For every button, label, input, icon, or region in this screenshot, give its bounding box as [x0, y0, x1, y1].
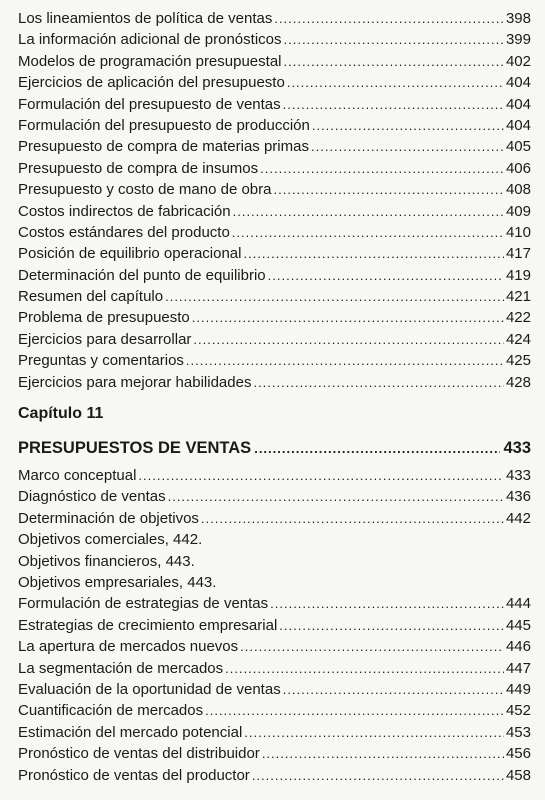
leader-dots [311, 136, 504, 157]
toc-entry [18, 72, 531, 93]
toc-entry-title: Cuantificación de mercados [18, 702, 204, 720]
toc-entry-page: 404 [505, 95, 531, 113]
toc-entry-title: La segmentación de mercados [18, 659, 224, 677]
toc-entry-title: Presupuesto de compra de materias primas [18, 138, 309, 156]
leader-dots [193, 329, 504, 350]
toc-entry-page: 404 [505, 74, 531, 92]
toc-entry-page: 402 [505, 52, 531, 70]
toc-entry [18, 700, 531, 721]
toc-entry [18, 307, 531, 328]
toc-entry-page: 453 [505, 723, 531, 741]
toc-entry-title: Estrategias de crecimiento empresarial [18, 616, 278, 634]
toc-entry [18, 179, 531, 200]
toc-entry-page: 422 [505, 309, 531, 327]
toc-subentry: Objetivos empresariales, 443. [18, 573, 217, 591]
chapter-heading [18, 435, 531, 461]
leader-dots [284, 29, 504, 50]
leader-dots [244, 722, 504, 743]
leader-dots [283, 679, 504, 700]
toc-entry [18, 201, 531, 222]
toc-entry-title: Formulación del presupuesto de producción [18, 116, 310, 134]
leader-dots [312, 115, 504, 136]
toc-entry-title: Formulación del presupuesto de ventas [18, 95, 281, 113]
toc-entry-page: 398 [505, 10, 531, 27]
leader-dots [232, 222, 504, 243]
toc-entry [18, 329, 531, 350]
toc-entry [18, 8, 531, 29]
toc-entry-title: Pronóstico de ventas del productor [18, 766, 250, 784]
toc-entry-page: 456 [505, 745, 531, 763]
toc-entry-page: 447 [505, 659, 531, 677]
toc-entry-title: Formulación de estrategias de ventas [18, 595, 269, 613]
toc-entry-page: 449 [505, 680, 531, 698]
toc-entry-title: Preguntas y comentarios [18, 352, 184, 370]
toc-entry-page: 425 [505, 352, 531, 370]
leader-dots [252, 765, 504, 786]
leader-dots [205, 700, 504, 721]
toc-entry [18, 679, 531, 700]
toc-entry [18, 115, 531, 136]
toc-entry-title: Costos estándares del producto [18, 223, 230, 241]
toc-list-top [18, 8, 531, 393]
toc-entry-page: 410 [505, 223, 531, 241]
toc-entry-page: 424 [505, 330, 531, 348]
toc-entry-page: 428 [505, 373, 531, 391]
toc-entry-title: Ejercicios para desarrollar [18, 330, 192, 348]
toc-entry-title: Pronóstico de ventas del distribuidor [18, 745, 260, 763]
toc-entry [18, 51, 531, 72]
toc-entry-title: Posición de equilibrio operacional [18, 245, 242, 263]
toc-subentry: Objetivos financieros, 443. [18, 552, 195, 570]
toc-entry-page: 421 [505, 288, 531, 306]
toc-entry-title: Marco conceptual [18, 467, 137, 485]
leader-dots [279, 615, 504, 636]
toc-entry-page: 408 [505, 181, 531, 199]
toc-entry-title: Los lineamientos de política de ventas [18, 10, 273, 27]
toc-entry [18, 765, 531, 786]
leader-dots [270, 593, 504, 614]
leader-dots [138, 465, 504, 486]
leader-dots [274, 179, 504, 200]
toc-entry [18, 158, 531, 179]
leader-dots [260, 158, 504, 179]
toc-entry [18, 243, 531, 264]
toc-entry [18, 29, 531, 50]
leader-dots [186, 350, 504, 371]
toc-entry [18, 465, 531, 486]
toc-entry-page: 433 [505, 467, 531, 485]
toc-entry-title: Problema de presupuesto [18, 309, 190, 327]
toc-entry [18, 222, 531, 243]
toc-subentry: Objetivos comerciales, 442. [18, 531, 203, 549]
toc-entry [18, 350, 531, 371]
leader-dots [233, 201, 504, 222]
toc-entry-title: Determinación del punto de equilibrio [18, 266, 266, 284]
leader-dots [243, 243, 503, 264]
toc-entry [18, 136, 531, 157]
toc-entry-title: Diagnóstico de ventas [18, 488, 166, 506]
leader-dots [287, 72, 504, 93]
toc-entry [18, 615, 531, 636]
leader-dots [284, 51, 504, 72]
toc-entry-title: Modelos de programación presupuestal [18, 52, 282, 70]
toc-entry-page: 445 [505, 616, 531, 634]
chapter-heading-title: PRESUPUESTOS DE VENTAS [18, 439, 252, 458]
toc-entry-title: Presupuesto de compra de insumos [18, 159, 259, 177]
leader-dots [168, 486, 504, 507]
chapter-heading-page: 433 [503, 439, 531, 458]
toc-entry [18, 593, 531, 614]
toc-entry-title: Determinación de objetivos [18, 509, 199, 527]
toc-entry-title: Resumen del capítulo [18, 288, 164, 306]
leader-dots [225, 658, 504, 679]
toc-entry [18, 486, 531, 507]
leader-dots [283, 94, 504, 115]
toc-entry [18, 286, 531, 307]
toc-entry-page: 442 [505, 509, 531, 527]
leader-dots [240, 636, 504, 657]
leader-dots [253, 372, 504, 393]
toc-entry-page: 452 [505, 702, 531, 720]
leader-dots [165, 286, 504, 307]
toc-entry-page: 409 [505, 202, 531, 220]
toc-entry-title: Costos indirectos de fabricación [18, 202, 231, 220]
toc-entry [18, 265, 531, 286]
toc-entry-page: 399 [505, 31, 531, 49]
toc-entry [18, 743, 531, 764]
toc-entry-page: 444 [505, 595, 531, 613]
toc-entry-title: Presupuesto y costo de mano de obra [18, 181, 272, 199]
toc-entry-page: 417 [505, 245, 531, 263]
toc-entry-page: 406 [505, 159, 531, 177]
toc-entry [18, 372, 531, 393]
toc-entry [18, 658, 531, 679]
toc-entry-title: Estimación del mercado potencial [18, 723, 243, 741]
toc-entry [18, 722, 531, 743]
toc-entry-title: Ejercicios para mejorar habilidades [18, 373, 252, 391]
leader-dots [274, 8, 504, 29]
leader-dots [254, 436, 500, 462]
chapter-label: Capítulo 11 [18, 405, 104, 423]
toc-entry-title: Evaluación de la oportunidad de ventas [18, 680, 281, 698]
toc-entry [18, 94, 531, 115]
toc-entry-page: 458 [505, 766, 531, 784]
toc-entry [18, 636, 531, 657]
leader-dots [268, 265, 504, 286]
leader-dots [262, 743, 504, 764]
leader-dots [192, 307, 504, 328]
toc-entry-page: 436 [505, 488, 531, 506]
toc-entry-title: La información adicional de pronósticos [18, 31, 282, 49]
leader-dots [201, 508, 504, 529]
toc-list-chapter [18, 465, 531, 786]
toc-entry-page: 446 [505, 638, 531, 656]
toc-entry-page: 404 [505, 116, 531, 134]
toc-entry [18, 508, 531, 529]
toc-entry-title: La apertura de mercados nuevos [18, 638, 239, 656]
toc-entry-title: Ejercicios de aplicación del presupuesto [18, 74, 285, 92]
toc-entry-page: 405 [505, 138, 531, 156]
toc-entry-page: 419 [505, 266, 531, 284]
